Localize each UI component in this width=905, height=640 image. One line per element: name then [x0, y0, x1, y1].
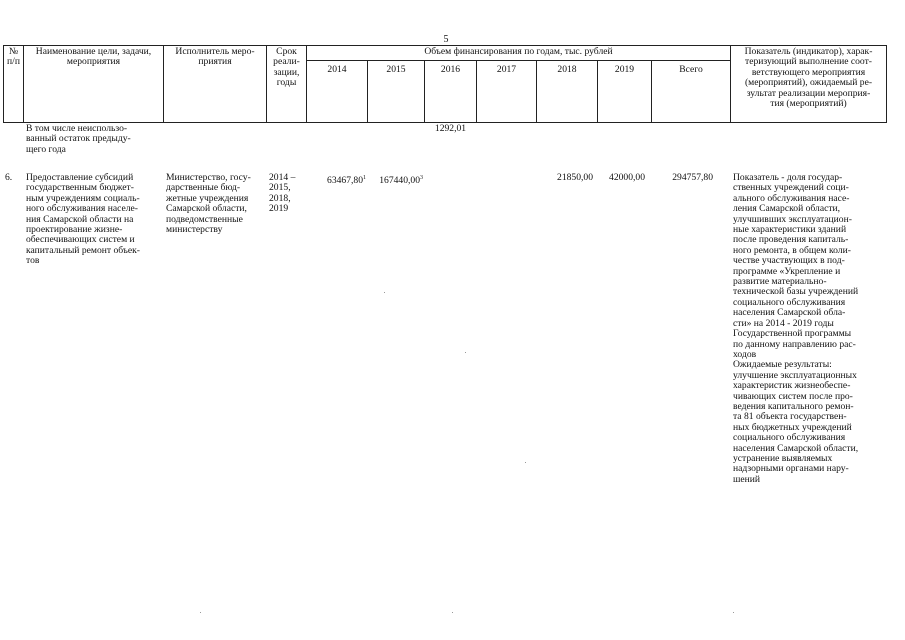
page-number: 5 [443, 34, 449, 45]
row-6-executor: Министерство, госу- дарственные бюд- жетные учреждения Самарской области, подведомственные министерству [166, 172, 251, 236]
row-balance-name: В том числе неиспользо- ванный остаток предыду- щего года [26, 123, 131, 155]
footnote-2015: 3 [420, 175, 423, 181]
table-border-right [886, 45, 887, 123]
row-6-2018: 21850,00 [557, 172, 593, 183]
row-6-2019: 42000,00 [609, 172, 645, 183]
value-2015: 167440,00 [379, 175, 420, 187]
header-no: № п/п [7, 46, 20, 68]
value-2014: 63467,80 [327, 175, 363, 187]
header-year-2015: 2015 [386, 64, 406, 75]
header-year-2018: 2018 [557, 64, 577, 75]
header-year-2017: 2017 [496, 64, 517, 75]
row-6-2015 [366, 173, 423, 187]
row-6-total: 294757,80 [672, 172, 713, 183]
header-year-2016: 2016 [440, 64, 461, 75]
scan-speck [465, 352, 466, 353]
row-6-2014 [308, 173, 366, 187]
header-year-2019: 2019 [614, 64, 635, 75]
footnote-2014: 1 [363, 175, 366, 181]
row-6-name: Предоставление субсидий государственным бюджет- ным учреждениям социаль- ного обслуживания населе- ния Самарской области на проектирование жизне- обеспечивающих систем и капитальный ремонт объек- тов [26, 172, 141, 267]
header-indicator: Показатель (индикатор), харак- теризующий выполнение соот- ветствующего мероприятия (мероприятий), ожидаемый ре- зультат реализации мероприя- тия (мероприятий) [744, 46, 873, 110]
scan-speck [384, 292, 385, 293]
row-6-number: 6. [5, 172, 13, 183]
header-financing: Объем финансирования по годам, тыс. рублей [424, 46, 613, 57]
row-balance-2016: 1292,01 [434, 123, 467, 134]
header-year-2014: 2014 [327, 64, 347, 75]
scan-speck [733, 612, 734, 613]
scan-speck [525, 462, 526, 463]
header-name: Наименование цели, задачи, мероприятия [35, 46, 152, 68]
row-6-term: 2014 – 2015, 2018, 2019 [269, 172, 296, 215]
financing-subheader-line [306, 60, 731, 61]
header-total: Всего [679, 64, 703, 75]
row-6-indicator: Показатель - доля государ- ственных учреждений соци- ального обслуживания насе- ления Самарской области, улучшивших эксплуатацион- ные характеристики зданий после проведения капиталь- ного ремонта, в общем коли- честве участвующих в под- программе «Укрепление и развитие материально- технической базы учреждений социального обслуживания населения Самарской обла- сти» на 2014 - 2019 годы Государственной программы по данному направлению рас- ходов Ожидаемые результаты: улучшение эксплуатационных характеристик жизнеобеспе- чивающих систем после про- ведения капитального ремон- та 81 объекта государствен- ных бюджетных учреждений социального обслуживания населения Самарской области, устранение выявляемых надзорными органами нару- шений [733, 172, 859, 485]
scan-speck [452, 612, 453, 613]
header-executor: Исполнитель меро- приятия [175, 46, 255, 68]
header-term: Срок реали- зации, годы [273, 46, 300, 89]
scan-speck [200, 612, 201, 613]
